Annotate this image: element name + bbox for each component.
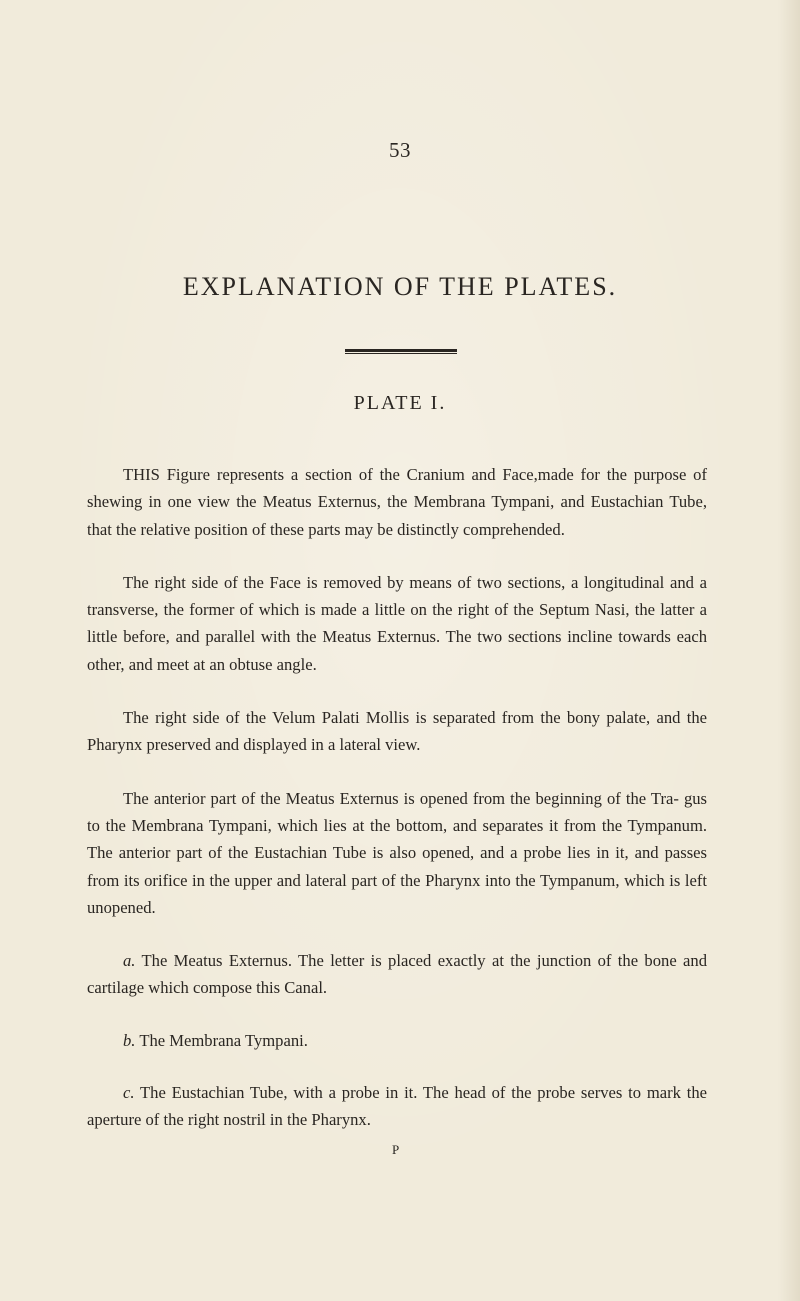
- label-item-b: [87, 1027, 707, 1054]
- label-item-a: [87, 947, 707, 1002]
- paragraph-1: THIS Figure represents a section of the Cranium and Face,made for the purpose of shewing in one view the Meatus Externus, the Membrana Tympani, and Eustachian Tube, that the relative position of these parts may be distinctly comprehended.: [87, 465, 707, 539]
- label-text-b: The Membrana Tympani.: [139, 1030, 308, 1050]
- label-item-c: [87, 1079, 707, 1134]
- label-letter-b: b.: [123, 1030, 136, 1050]
- plate-heading: PLATE I.: [353, 392, 447, 414]
- title-divider: [345, 349, 457, 354]
- page-title: EXPLANATION OF THE PLATES.: [182, 272, 618, 301]
- page-number: 53: [389, 138, 411, 162]
- paragraph-2: The right side of the Face is removed by means of two sections, a longitudinal and a transverse, the former of which is made a little on the right of the Septum Nasi, the latter a little before, and parallel with the Meatus Externus. The two sections incline towards each other, and meet at an obtuse angle.: [87, 572, 707, 674]
- label-text-c: The Eustachian Tube, with a probe in it. The head of the probe serves to mark the aperture of the right nostril in the Pharynx.: [87, 1083, 707, 1130]
- paragraph-3: The right side of the Velum Palati Mollis is separated from the bony palate, and the Pharynx preserved and displayed in a lateral view.: [87, 708, 707, 755]
- page-edge-shadow: [778, 0, 800, 1301]
- paragraph-4: The anterior part of the Meatus Externus is opened from the beginning of the Tra- gus to the Membrana Tympani, which lies at the bottom, and separates it from the Tympanum. The anterior part of the Eustachian Tube is also opened, and a probe lies in it, and passes from its orifice in the upper and lateral part of the Pharynx into the Tympanum, which is left unopened.: [87, 788, 707, 917]
- label-text-a: The Meatus Externus. The letter is placed exactly at the junction of the bone and cartilage which compose this Canal.: [87, 951, 707, 998]
- label-letter-c: c.: [123, 1083, 135, 1103]
- label-letter-a: a.: [123, 951, 136, 971]
- signature-mark: P: [392, 1142, 400, 1157]
- body-text: [87, 461, 707, 1159]
